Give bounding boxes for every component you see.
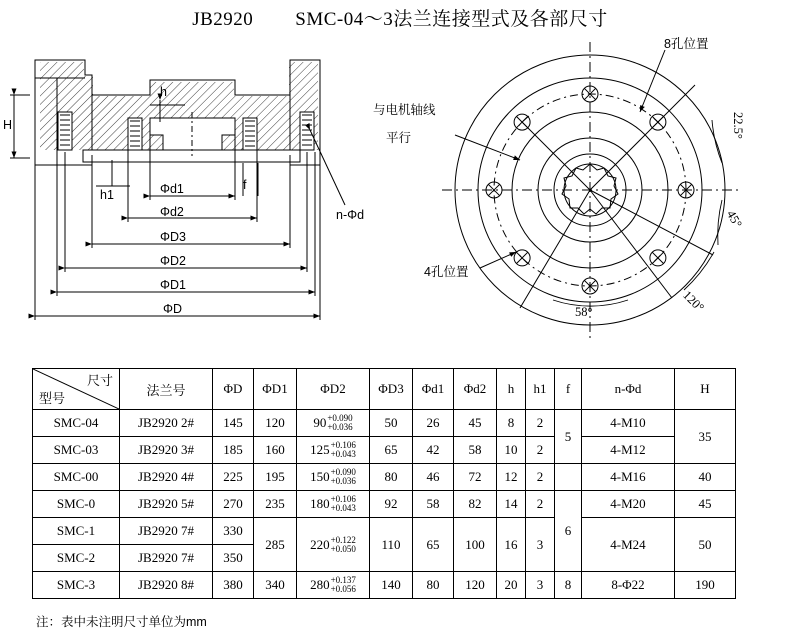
cell-h: 14 — [497, 491, 526, 518]
label-angle-22-5: 22.5° — [731, 112, 745, 139]
cell-d2: 120 — [454, 572, 497, 599]
cell-D3: 92 — [370, 491, 413, 518]
col-header-h: h — [497, 369, 526, 410]
cell-D: 145 — [213, 410, 254, 437]
cell-H: 35 — [675, 410, 736, 464]
cell-d1: 80 — [413, 572, 454, 599]
corner-label-model: 型号 — [39, 391, 66, 406]
table-body — [33, 410, 736, 599]
corner-label-size: 尺寸 — [86, 373, 113, 388]
cell-nd: 4-M16 — [582, 464, 675, 491]
cell-D2: 280 +0.137 +0.056 — [297, 572, 370, 599]
cell-D3: 65 — [370, 437, 413, 464]
title-code: JB2920 — [192, 9, 254, 30]
table-row — [33, 518, 736, 545]
title-text: SMC-04～3法兰连接型式及各部尺寸 — [295, 9, 608, 30]
cell-h: 8 — [497, 410, 526, 437]
cell-nd: 4-M12 — [582, 437, 675, 464]
table-row — [33, 572, 736, 599]
cell-D3: 80 — [370, 464, 413, 491]
label-phi-d2: Φd2 — [160, 205, 184, 219]
cell-D: 185 — [213, 437, 254, 464]
label-H: H — [3, 118, 13, 132]
cell-h: 12 — [497, 464, 526, 491]
cell-h: 16 — [497, 518, 526, 572]
cell-D: 270 — [213, 491, 254, 518]
cell-d2: 45 — [454, 410, 497, 437]
cell-d2: 58 — [454, 437, 497, 464]
cell-D2: 220 +0.122 +0.050 — [297, 518, 370, 572]
dimension-table-wrapper — [32, 368, 736, 599]
label-h1: h1 — [100, 188, 114, 202]
table-row — [33, 491, 736, 518]
cell-d2: 72 — [454, 464, 497, 491]
label-angle-58: 58° — [575, 305, 593, 319]
label-f: f — [243, 178, 247, 192]
col-header-d1: Φd1 — [413, 369, 454, 410]
cell-model: SMC-00 — [33, 464, 120, 491]
cell-D1: 340 — [254, 572, 297, 599]
col-header-f: f — [555, 369, 582, 410]
cell-D: 330 — [213, 518, 254, 545]
cell-model: SMC-04 — [33, 410, 120, 437]
col-header-flange: 法兰号 — [120, 369, 213, 410]
label-angle-120: 120° — [680, 288, 707, 315]
cell-h1: 2 — [526, 410, 555, 437]
cell-h: 10 — [497, 437, 526, 464]
cell-nd: 4-M20 — [582, 491, 675, 518]
cell-D1: 195 — [254, 464, 297, 491]
col-header-d2: Φd2 — [454, 369, 497, 410]
cell-flange: JB2920 7# — [120, 518, 213, 545]
col-header-D1: ΦD1 — [254, 369, 297, 410]
cell-h1: 2 — [526, 491, 555, 518]
cell-model: SMC-3 — [33, 572, 120, 599]
cell-D2: 150 +0.090 +0.036 — [297, 464, 370, 491]
cell-H: 45 — [675, 491, 736, 518]
cell-f: 6 — [555, 491, 582, 572]
label-h: h — [160, 85, 167, 99]
label-angle-45: 45° — [723, 208, 745, 231]
cell-h1: 2 — [526, 464, 555, 491]
label-phi-D3: ΦD3 — [160, 230, 186, 244]
cell-nd: 4-M24 — [582, 518, 675, 572]
cell-flange: JB2920 5# — [120, 491, 213, 518]
cell-d1: 42 — [413, 437, 454, 464]
cell-H: 190 — [675, 572, 736, 599]
cell-h1: 2 — [526, 437, 555, 464]
cell-flange: JB2920 8# — [120, 572, 213, 599]
cell-model: SMC-1 — [33, 518, 120, 545]
table-row — [33, 410, 736, 437]
cell-D2: 125 +0.106 +0.043 — [297, 437, 370, 464]
cell-f: 5 — [555, 410, 582, 464]
cell-d1: 58 — [413, 491, 454, 518]
cell-D2: 90 +0.090 +0.036 — [297, 410, 370, 437]
cell-flange: JB2920 4# — [120, 464, 213, 491]
cell-model: SMC-03 — [33, 437, 120, 464]
cell-d2: 82 — [454, 491, 497, 518]
cell-nd: 8-Φ22 — [582, 572, 675, 599]
label-phi-D1: ΦD1 — [160, 278, 186, 292]
cell-model: SMC-0 — [33, 491, 120, 518]
cell-d1: 65 — [413, 518, 454, 572]
cell-h1: 3 — [526, 518, 555, 572]
col-header-D2: ΦD2 — [297, 369, 370, 410]
cell-nd: 4-M10 — [582, 410, 675, 437]
col-header-h1: h1 — [526, 369, 555, 410]
cell-D1: 120 — [254, 410, 297, 437]
label-4-holes: 4孔位置 — [424, 265, 469, 279]
cell-D1: 160 — [254, 437, 297, 464]
cell-d1: 26 — [413, 410, 454, 437]
cell-d1: 46 — [413, 464, 454, 491]
cell-f: 8 — [555, 572, 582, 599]
cell-H: 40 — [675, 464, 736, 491]
cell-flange: JB2920 7# — [120, 545, 213, 572]
cell-D: 380 — [213, 572, 254, 599]
cell-d2: 100 — [454, 518, 497, 572]
label-parallel-axis-2: 平行 — [386, 131, 412, 145]
cell-D2: 180 +0.106 +0.043 — [297, 491, 370, 518]
col-header-D: ΦD — [213, 369, 254, 410]
table-row — [33, 437, 736, 464]
cell-D: 225 — [213, 464, 254, 491]
col-header-nd: n-Φd — [582, 369, 675, 410]
cell-f — [555, 464, 582, 491]
cell-h1: 3 — [526, 572, 555, 599]
cell-flange: JB2920 2# — [120, 410, 213, 437]
cell-D1: 235 — [254, 491, 297, 518]
cell-D3: 110 — [370, 518, 413, 572]
cell-D3: 140 — [370, 572, 413, 599]
table-header-row — [33, 369, 736, 410]
table-corner-cell — [33, 369, 120, 410]
label-phi-d1: Φd1 — [160, 182, 184, 196]
dimension-table — [32, 368, 736, 599]
col-header-H: H — [675, 369, 736, 410]
col-header-D3: ΦD3 — [370, 369, 413, 410]
cell-D: 350 — [213, 545, 254, 572]
cell-D1: 285 — [254, 518, 297, 572]
cell-flange: JB2920 3# — [120, 437, 213, 464]
table-note: 注：表中未注明尺寸单位为mm — [36, 615, 207, 629]
label-phi-D: ΦD — [163, 302, 183, 316]
cell-H: 50 — [675, 518, 736, 572]
cell-D3: 50 — [370, 410, 413, 437]
cell-model: SMC-2 — [33, 545, 120, 572]
label-8-holes: 8孔位置 — [664, 37, 709, 51]
label-parallel-axis: 与电机轴线 — [373, 103, 436, 117]
cell-h: 20 — [497, 572, 526, 599]
label-n-phi-d: n-Φd — [336, 208, 365, 222]
table-row — [33, 464, 736, 491]
label-phi-D2: ΦD2 — [160, 254, 186, 268]
